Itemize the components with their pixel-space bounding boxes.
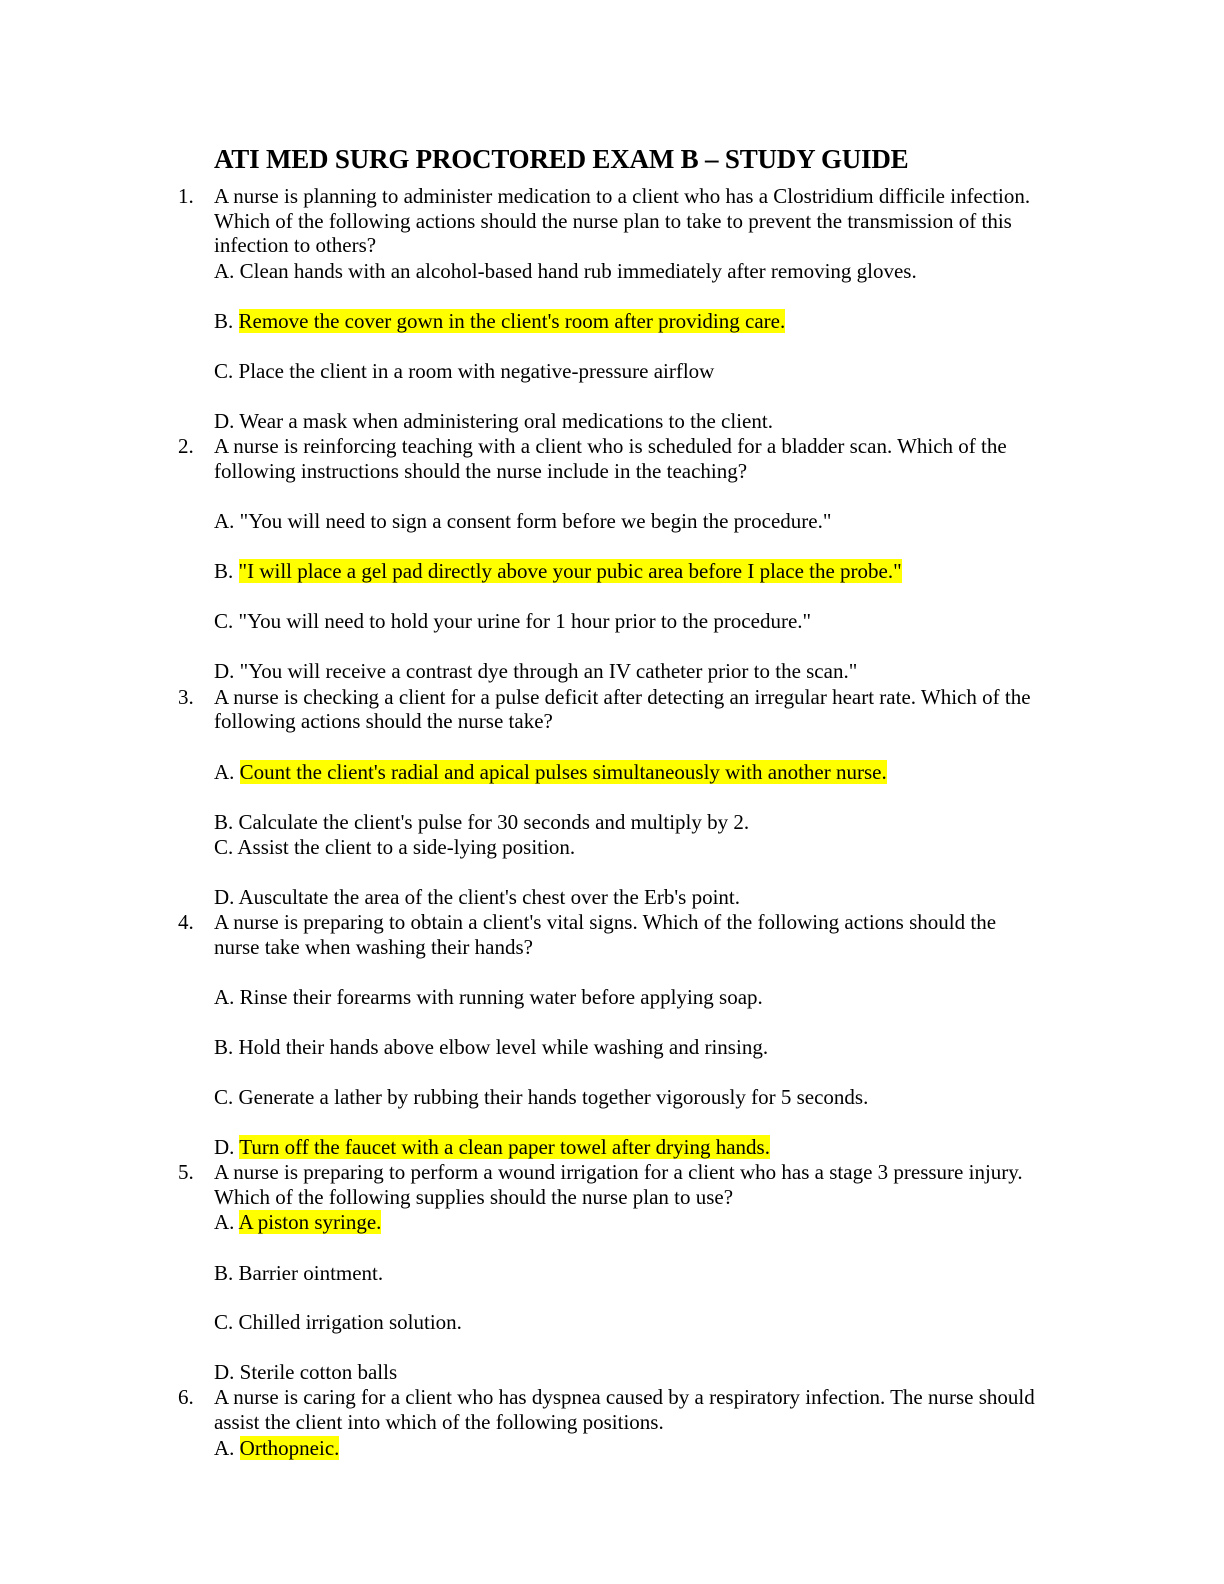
question-stem-line: infection to others? bbox=[214, 233, 377, 257]
question-stem-line: assist the client into which of the following positions. bbox=[214, 1410, 664, 1434]
option-letter: A. bbox=[214, 509, 235, 533]
highlighted-answer: Turn off the faucet with a clean paper towel after drying hands. bbox=[239, 1135, 770, 1159]
option-letter: A. bbox=[214, 985, 235, 1009]
highlighted-answer: Remove the cover gown in the client's room after providing care. bbox=[238, 309, 786, 333]
option-letter: C. bbox=[214, 1085, 234, 1109]
question-stem-line: A nurse is checking a client for a pulse deficit after detecting an irregular heart rate. Which of the bbox=[214, 685, 1031, 709]
option-letter: C. bbox=[214, 359, 234, 383]
question-number: 5. bbox=[178, 1160, 194, 1184]
option-text: Barrier ointment. bbox=[238, 1261, 384, 1285]
option-text: Wear a mask when administering oral medications to the client. bbox=[239, 409, 773, 433]
question-number: 6. bbox=[178, 1385, 194, 1409]
question-stem-line: A nurse is caring for a client who has dyspnea caused by a respiratory infection. The nurse should bbox=[214, 1385, 1035, 1409]
question-number: 4. bbox=[178, 910, 194, 934]
answer-option bbox=[214, 985, 763, 1010]
question-number: 1. bbox=[178, 184, 194, 208]
option-letter: A. bbox=[214, 1436, 235, 1460]
option-text: "You will need to sign a consent form before we begin the procedure." bbox=[239, 509, 832, 533]
answer-option bbox=[214, 659, 857, 684]
option-text: Generate a lather by rubbing their hands together vigorously for 5 seconds. bbox=[238, 1085, 869, 1109]
answer-option bbox=[214, 609, 811, 634]
answer-option bbox=[214, 1310, 462, 1335]
option-text: Sterile cotton balls bbox=[239, 1360, 398, 1384]
highlighted-answer: A piston syringe. bbox=[238, 1210, 382, 1234]
question-stem-line: A nurse is planning to administer medication to a client who has a Clostridium difficile infection. bbox=[214, 184, 1031, 208]
answer-option-correct bbox=[214, 559, 902, 584]
option-letter: B. bbox=[214, 810, 234, 834]
answer-option-correct bbox=[214, 1210, 381, 1235]
answer-option bbox=[214, 1261, 383, 1286]
answer-option bbox=[214, 359, 714, 384]
page-title: ATI MED SURG PROCTORED EXAM B – STUDY GUIDE bbox=[214, 144, 909, 174]
option-text: Hold their hands above elbow level while washing and rinsing. bbox=[238, 1035, 769, 1059]
option-text: "You will receive a contrast dye through an IV catheter prior to the scan." bbox=[239, 659, 858, 683]
question-stem-line: Which of the following supplies should the nurse plan to use? bbox=[214, 1185, 734, 1209]
question-stem-line: following instructions should the nurse include in the teaching? bbox=[214, 459, 748, 483]
answer-option bbox=[214, 1035, 768, 1060]
option-letter: C. bbox=[214, 609, 234, 633]
option-letter: D. bbox=[214, 885, 235, 909]
option-letter: D. bbox=[214, 659, 235, 683]
option-text: Chilled irrigation solution. bbox=[238, 1310, 462, 1334]
answer-option bbox=[214, 1085, 868, 1110]
question-stem-line: nurse take when washing their hands? bbox=[214, 935, 533, 959]
question-number: 3. bbox=[178, 685, 194, 709]
option-text: Clean hands with an alcohol-based hand rub immediately after removing gloves. bbox=[239, 259, 917, 283]
highlighted-answer: Orthopneic. bbox=[239, 1436, 340, 1460]
option-letter: B. bbox=[214, 1035, 234, 1059]
question-stem-line: following actions should the nurse take? bbox=[214, 709, 553, 733]
option-text: Auscultate the area of the client's chest over the Erb's point. bbox=[238, 885, 740, 909]
answer-option-correct bbox=[214, 1135, 770, 1160]
answer-option bbox=[214, 885, 740, 910]
question-stem-line: A nurse is preparing to obtain a client's vital signs. Which of the following actions should the bbox=[214, 910, 997, 934]
option-letter: A. bbox=[214, 760, 235, 784]
option-letter: A. bbox=[214, 1210, 235, 1234]
option-text: Calculate the client's pulse for 30 seconds and multiply by 2. bbox=[238, 810, 750, 834]
option-letter: B. bbox=[214, 1261, 234, 1285]
option-letter: B. bbox=[214, 309, 234, 333]
option-letter: C. bbox=[214, 1310, 234, 1334]
option-text: Rinse their forearms with running water before applying soap. bbox=[239, 985, 763, 1009]
answer-option-correct bbox=[214, 309, 785, 334]
highlighted-answer: "I will place a gel pad directly above your pubic area before I place the probe." bbox=[238, 559, 902, 583]
answer-option bbox=[214, 810, 749, 835]
question-stem-line: A nurse is preparing to perform a wound irrigation for a client who has a stage 3 pressure injury. bbox=[214, 1160, 1023, 1184]
option-text: Place the client in a room with negative-pressure airflow bbox=[238, 359, 715, 383]
highlighted-answer: Count the client's radial and apical pulses simultaneously with another nurse. bbox=[239, 760, 887, 784]
option-letter: D. bbox=[214, 1135, 235, 1159]
answer-option-correct bbox=[214, 760, 887, 785]
answer-option bbox=[214, 1360, 397, 1385]
answer-option bbox=[214, 835, 575, 860]
answer-option bbox=[214, 509, 831, 534]
answer-option bbox=[214, 259, 917, 284]
answer-option-correct bbox=[214, 1436, 339, 1461]
option-text: "You will need to hold your urine for 1 hour prior to the procedure." bbox=[238, 609, 812, 633]
option-letter: D. bbox=[214, 1360, 235, 1384]
option-letter: A. bbox=[214, 259, 235, 283]
option-text: Assist the client to a side-lying position. bbox=[237, 835, 576, 859]
option-letter: D. bbox=[214, 409, 235, 433]
option-letter: B. bbox=[214, 559, 234, 583]
answer-option bbox=[214, 409, 773, 434]
question-stem-line: Which of the following actions should the nurse plan to take to prevent the transmission of this bbox=[214, 209, 1012, 233]
question-number: 2. bbox=[178, 434, 194, 458]
option-letter: C. bbox=[214, 835, 234, 859]
question-stem-line: A nurse is reinforcing teaching with a client who is scheduled for a bladder scan. Which of the bbox=[214, 434, 1007, 458]
